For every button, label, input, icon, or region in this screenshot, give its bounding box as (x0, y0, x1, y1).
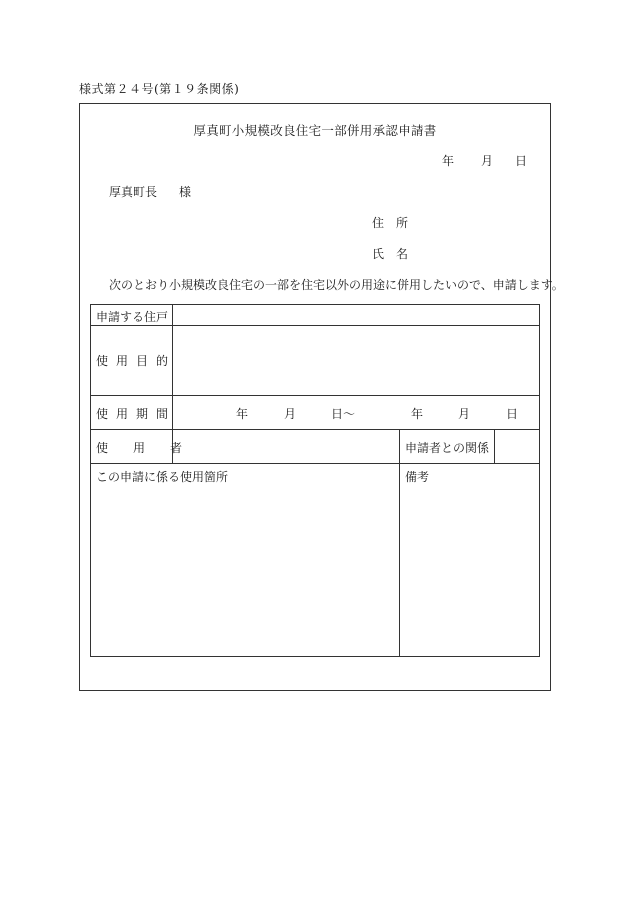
location-label: この申請に係る使用箇所 (96, 470, 229, 484)
period-label: 使用期間 (96, 407, 177, 421)
location-field[interactable] (91, 485, 399, 656)
form-title: 厚真町小規模改良住宅一部併用承認申請書 (193, 123, 437, 138)
remarks-label: 備考 (405, 470, 430, 484)
date-month: 月 (481, 154, 494, 168)
relation-field[interactable] (495, 430, 539, 463)
period-from-day: 日～ (331, 407, 356, 421)
purpose-field[interactable] (173, 326, 539, 395)
period-to-day: 日 (506, 407, 519, 421)
residence-field[interactable] (173, 305, 539, 325)
addressee-name: 厚真町長 (109, 185, 158, 199)
form-frame (79, 103, 564, 691)
user-field[interactable] (173, 430, 399, 463)
addressee-suffix: 様 (179, 185, 192, 199)
user-label: 使用者 (96, 441, 208, 455)
date-year: 年 (442, 154, 455, 168)
row-divider (91, 395, 539, 396)
period-from-month: 月 (284, 407, 297, 421)
date-day: 日 (515, 154, 528, 168)
application-table (90, 304, 540, 657)
address-label: 住所 (372, 216, 421, 230)
form-number: 様式第２４号(第１９条関係) (79, 82, 240, 96)
period-from-year: 年 (236, 407, 249, 421)
statement: 次のとおり小規模改良住宅の一部を住宅以外の用途に併用したいので、申請します。 (109, 278, 564, 292)
period-to-year: 年 (411, 407, 424, 421)
relation-divider (399, 429, 400, 463)
period-to-month: 月 (458, 407, 471, 421)
residence-label: 申請する住戸 (96, 310, 169, 324)
purpose-label: 使用目的 (96, 354, 177, 368)
remarks-field[interactable] (400, 485, 539, 656)
relation-label: 申請者との関係 (405, 441, 490, 455)
row-divider (91, 463, 539, 464)
name-label: 氏名 (372, 247, 421, 261)
